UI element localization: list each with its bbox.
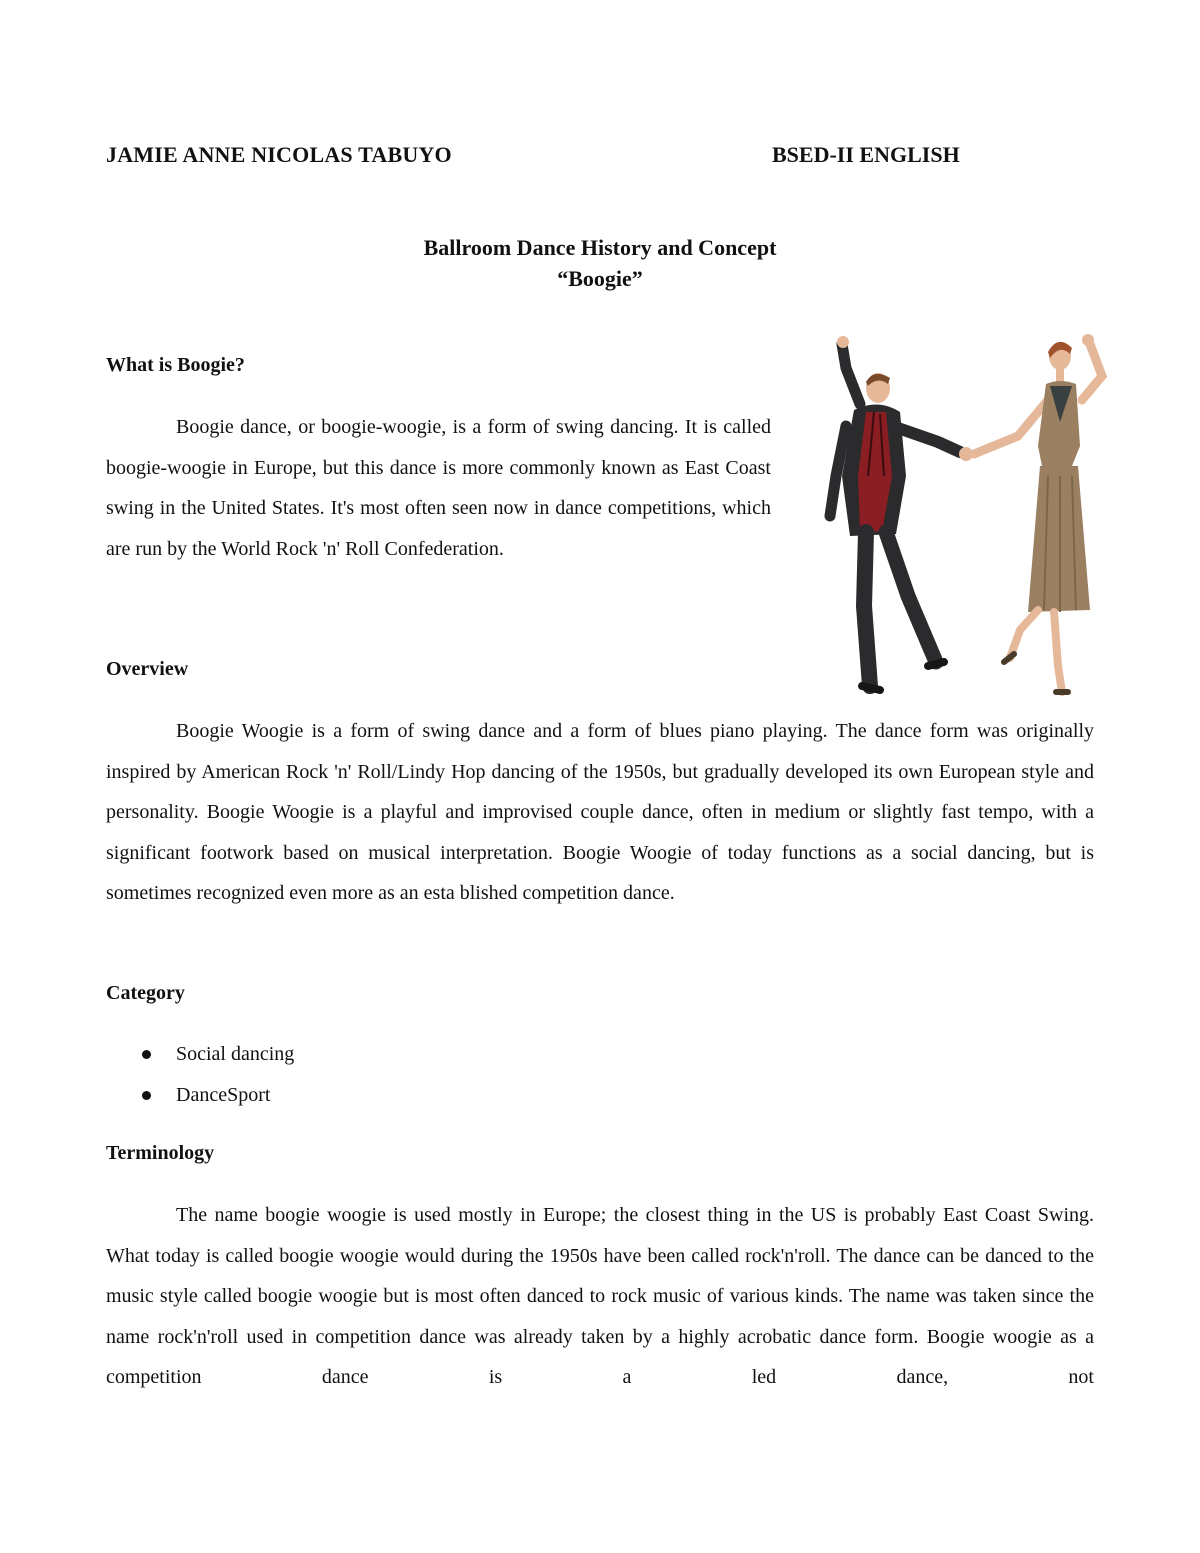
heading-terminology: Terminology: [106, 1142, 215, 1164]
course-label: BSED-II ENGLISH: [772, 142, 960, 167]
paragraph-what-is-boogie-text: Boogie dance, or boogie-woogie, is a form of swing dancing. It is called boogie-woogie in Europe, but this dance is more commonly known as East Coast swing in the United States. It's most often seen now in dance competitions, which are run by the World Rock 'n' Roll Confederation.: [106, 416, 771, 560]
heading-what-is-boogie: What is Boogie?: [106, 354, 245, 376]
paragraph-what-is-boogie: [106, 407, 771, 569]
category-list: [106, 1034, 294, 1116]
paragraph-overview-text: Boogie Woogie is a form of swing dance and a form of blues piano playing. The dance form was originally inspired by American Rock 'n' Roll/Lindy Hop dancing of the 1950s, but gradually developed its own European style and personality. Boogie Woogie is a playful and improvised couple dance, often in medium or slightly fast tempo, with a significant footwork based on musical interpretation. Boogie Woogie of today functions as a social dancing, but is sometimes recognized even more as an esta blished competition dance.: [106, 720, 1094, 905]
title-line-2: “Boogie”: [557, 266, 643, 291]
paragraph-overview: [106, 711, 1094, 914]
document-title: [0, 232, 1200, 294]
heading-overview: Overview: [106, 658, 189, 680]
heading-category: Category: [106, 982, 185, 1004]
bullet-icon: [142, 1091, 151, 1100]
author-name: JAMIE ANNE NICOLAS TABUYO: [106, 142, 452, 167]
dancing-couple-photo: [808, 326, 1128, 698]
category-item-label: Social dancing: [176, 1043, 295, 1065]
list-item: [106, 1075, 294, 1116]
woman-dancer-figure: [974, 334, 1102, 692]
paragraph-terminology-text: The name boogie woogie is used mostly in Europe; the closest thing in the US is probably East Coast Swing. What today is called boogie woogie would during the 1950s have been called rock'n'roll. The dance can be danced to the music style called boogie woogie but is most often danced to rock music of various kinds. The name was taken since the name rock'n'roll used in competition dance was already taken by a highly acrobatic dance form. Boogie woogie as a competition dance is a led dance, not: [106, 1204, 1094, 1389]
man-dancer-figure: [830, 336, 973, 690]
list-item: [106, 1034, 294, 1075]
paragraph-terminology: [106, 1195, 1094, 1398]
title-line-1: Ballroom Dance History and Concept: [423, 235, 777, 260]
category-item-label: DanceSport: [176, 1084, 271, 1106]
bullet-icon: [142, 1050, 151, 1059]
